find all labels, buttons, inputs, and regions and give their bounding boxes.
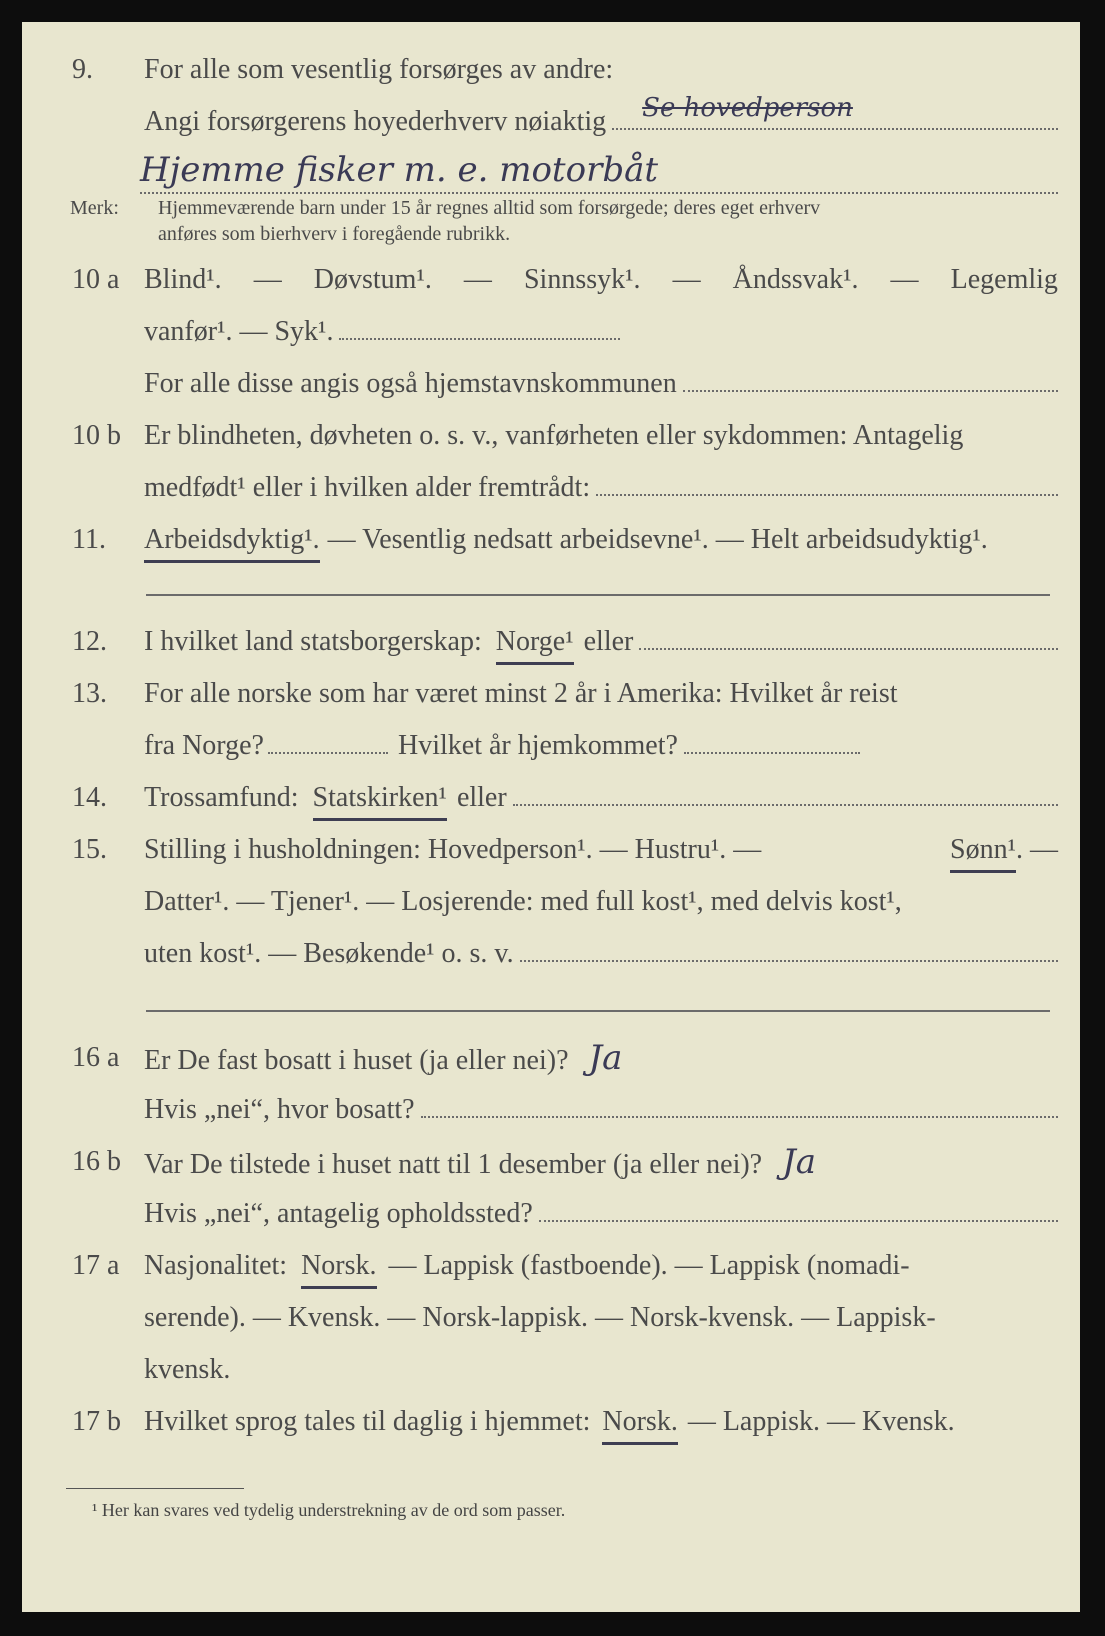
q16a-number: 16 a [72, 1042, 120, 1073]
q13-return-field[interactable] [684, 730, 860, 754]
q15-text2[interactable]: Datter¹. — Tjener¹. — Losjerende: med full kost¹, med delvis kost¹, [144, 886, 902, 917]
q10a-dash: — [253, 264, 282, 295]
q14-opt-statskirken[interactable]: Statskirken¹ [313, 780, 447, 821]
q10b-field[interactable] [596, 472, 1058, 496]
q16a-field[interactable] [421, 1094, 1058, 1118]
q17b-other-options[interactable]: — Lappisk. — Kvensk. [687, 1406, 955, 1437]
q14-eller: eller [456, 782, 507, 813]
merk-text2: anføres som bierhverv i foregående rubrikk. [158, 223, 511, 245]
q9-line3 [22, 152, 1080, 196]
q17b-opt-norsk[interactable]: Norsk. [602, 1404, 677, 1445]
q9-number: 9. [72, 54, 93, 85]
q11-opt-arbeidsdyktig[interactable]: Arbeidsdyktig¹. [144, 522, 320, 563]
q12-text: I hvilket land statsborgerskap: [144, 626, 482, 657]
q17a-number: 17 a [72, 1250, 120, 1281]
q12-opt-norge[interactable]: Norge¹ [496, 624, 574, 665]
q17a-label: Nasjonalitet: [144, 1250, 288, 1281]
q12-field[interactable] [639, 626, 1058, 650]
q17a-text1-rest[interactable]: — Lappisk (fastboende). — Lappisk (nomadi- [388, 1250, 910, 1281]
q14-field[interactable] [513, 782, 1058, 806]
q10a-opt-sinnssyk[interactable]: Sinnssyk¹. [523, 264, 641, 295]
q13-departure-field[interactable] [268, 730, 388, 754]
q9-occupation-label: Angi forsørgerens hoyederhverv nøiaktig [144, 106, 607, 137]
q17a-text3[interactable]: kvensk. [144, 1354, 231, 1385]
footnote: ¹ Her kan svares ved tydelig understrekning av de ord som passer. [92, 1500, 566, 1520]
q12-eller: eller [583, 626, 634, 657]
q10a-options [144, 262, 1058, 298]
q11-other-options[interactable]: — Vesentlig nedsatt arbeidsevne¹. — Helt arbeidsudyktig¹. [327, 524, 988, 555]
q9-handwritten-answer: Hjemme fisker m. e. motorbåt [140, 150, 659, 190]
merk-label: Merk: [70, 197, 119, 219]
q15-opt-sonn[interactable]: Sønn¹ [950, 832, 1016, 873]
q10b-number: 10 b [72, 420, 121, 451]
q16b-text2: Hvis „nei“, antagelig opholdssted? [144, 1198, 533, 1229]
q15-field[interactable] [520, 938, 1058, 962]
q10a-field[interactable] [339, 316, 620, 340]
q10a-dash: — [463, 264, 492, 295]
q10a-opt-blind[interactable]: Blind¹. [144, 264, 222, 295]
q17b-text: Hvilket sprog tales til daglig i hjemmet: [144, 1406, 591, 1437]
divider [146, 1010, 1050, 1012]
footnote-rule [66, 1488, 244, 1489]
q12-number: 12. [72, 626, 107, 657]
q10a-dash: — [672, 264, 701, 295]
q16a-text2: Hvis „nei“, hvor bosatt? [144, 1094, 415, 1125]
q9-struck-answer: Se hovedperson [642, 93, 853, 123]
q10b-text1: Er blindheten, døvheten o. s. v., vanførheten eller sykdommen: Antagelig [144, 420, 964, 451]
q14-text: Trossamfund: [144, 782, 299, 813]
q10b-text2: medfødt¹ eller i hvilken alder fremtrådt: [144, 472, 591, 503]
q10a-opt-legemlig[interactable]: Legemlig [950, 264, 1058, 295]
q13-departure-label: fra Norge? [144, 730, 264, 761]
q10a-text2: vanfør¹. — Syk¹. [144, 316, 334, 347]
q17a-opt-norsk[interactable]: Norsk. [301, 1248, 376, 1289]
q13-return-label: Hvilket år hjemkommet? [397, 730, 678, 761]
q13-number: 13. [72, 678, 107, 709]
q10a-number: 10 a [72, 264, 120, 295]
divider [146, 594, 1050, 596]
q15-text1[interactable]: Stilling i husholdningen: Hovedperson¹. — Hustru¹. — [144, 834, 762, 865]
q9-occupation-field[interactable] [612, 93, 1058, 130]
q10a-home-municipality-field[interactable] [683, 368, 1058, 392]
q10a-opt-andssvak[interactable]: Åndssvak¹. [732, 264, 859, 295]
q10a-text3: For alle disse angis også hjemstavnskommunen [144, 368, 677, 399]
q16a-text1: Er De fast bosatt i huset (ja eller nei)? [144, 1045, 569, 1076]
q15-number: 15. [72, 834, 107, 865]
q17b-number: 17 b [72, 1406, 121, 1437]
q9-text: For alle som vesentlig forsørges av andre: [144, 54, 614, 85]
q11-number: 11. [72, 524, 106, 555]
merk-text1: Hjemmeværende barn under 15 år regnes alltid som forsørgede; deres eget erhverv [158, 197, 821, 219]
q15-text1-end: . — [1016, 834, 1058, 865]
q16a-handwritten-answer: Ja [588, 1038, 623, 1078]
q16b-number: 16 b [72, 1146, 121, 1177]
q10a-dash: — [890, 264, 919, 295]
q10a-opt-dovstum[interactable]: Døvstum¹. [313, 264, 432, 295]
q16b-text1: Var De tilstede i huset natt til 1 desember (ja eller nei)? [144, 1149, 763, 1180]
q16b-handwritten-answer: Ja [782, 1142, 817, 1182]
census-form-page [22, 22, 1080, 1612]
q13-text1: For alle norske som har været minst 2 år i Amerika: Hvilket år reist [144, 678, 898, 709]
q17a-text2[interactable]: serende). — Kvensk. — Norsk-lappisk. — Norsk-kvensk. — Lappisk- [144, 1302, 936, 1333]
q16b-field[interactable] [539, 1198, 1058, 1222]
q15-text3[interactable]: uten kost¹. — Besøkende¹ o. s. v. [144, 938, 514, 969]
q14-number: 14. [72, 782, 107, 813]
